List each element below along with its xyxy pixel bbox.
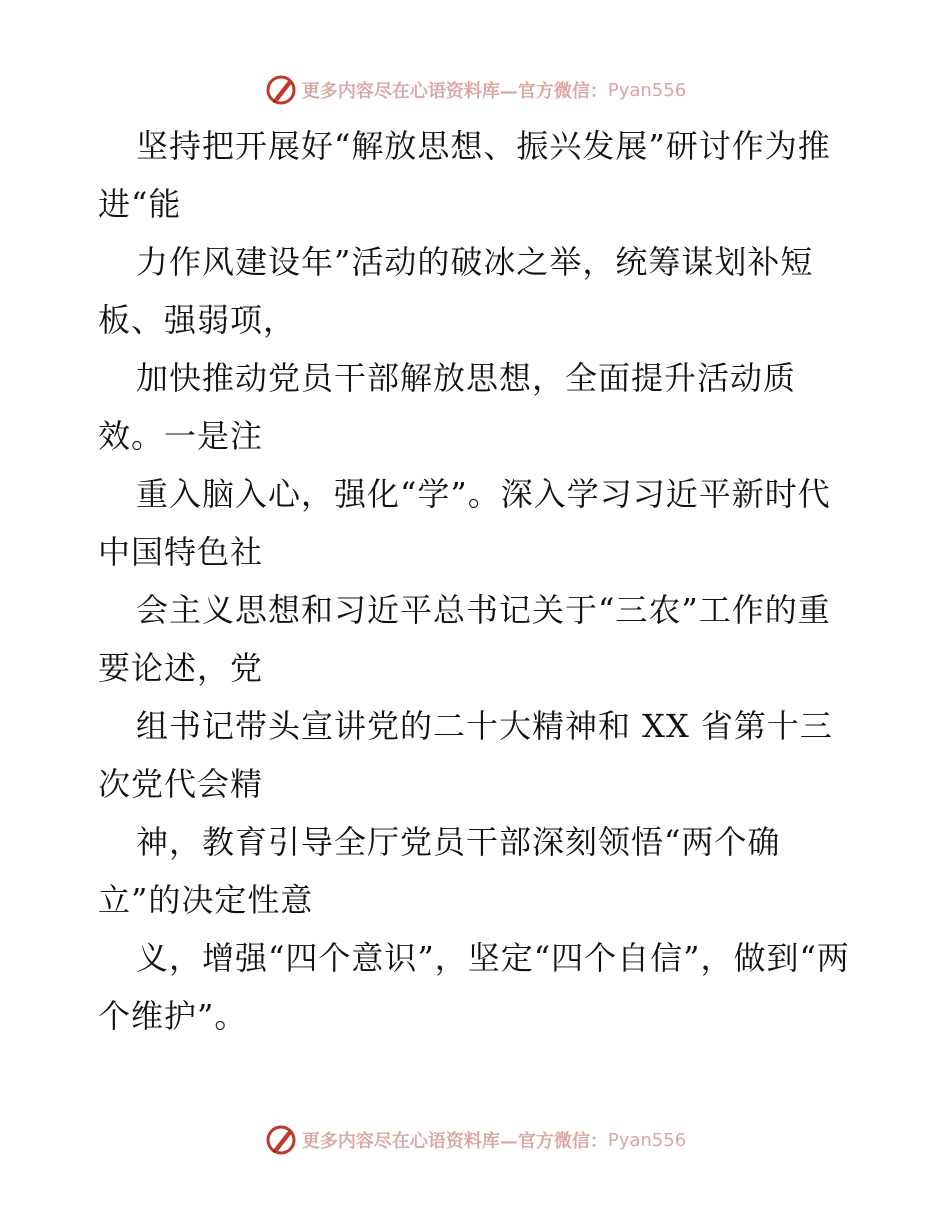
paragraph: 坚持把开展好“解放思想、振兴发展”研讨作为推进“能 bbox=[98, 127, 831, 223]
paragraph: 重入脑入心，强化“学”。深入学习习近平新时代中国特色社 bbox=[98, 475, 831, 571]
paragraph: 加快推动党员干部解放思想，全面提升活动质效。一是注 bbox=[98, 359, 797, 455]
header-watermark-id: Pyan556 bbox=[607, 79, 687, 101]
pen-circle-logo-icon bbox=[264, 73, 298, 107]
paragraph: 义，增强“四个意识”，坚定“四个自信”，做到“两个维护”。 bbox=[98, 939, 850, 1035]
footer-watermark bbox=[0, 1120, 950, 1160]
footer-watermark-id: Pyan556 bbox=[607, 1129, 687, 1151]
header-watermark-text: 更多内容尽在心语资料库—官方微信： bbox=[301, 81, 608, 102]
paragraph: 组书记带头宣讲党的二十大精神和 XX 省第十三次党代会精 bbox=[98, 707, 833, 803]
paragraph: 会主义思想和习近平总书记关于“三农”工作的重要论述，党 bbox=[98, 591, 831, 687]
paragraph: 神，教育引导全厅党员干部深刻领悟“两个确立”的决定性意 bbox=[98, 823, 781, 919]
pen-circle-logo-icon bbox=[264, 1123, 298, 1157]
document-body bbox=[98, 117, 858, 1045]
footer-watermark-text: 更多内容尽在心语资料库—官方微信： bbox=[301, 1131, 608, 1152]
paragraph: 力作风建设年”活动的破冰之举，统筹谋划补短板、强弱项， bbox=[98, 243, 814, 339]
header-watermark bbox=[0, 70, 950, 110]
